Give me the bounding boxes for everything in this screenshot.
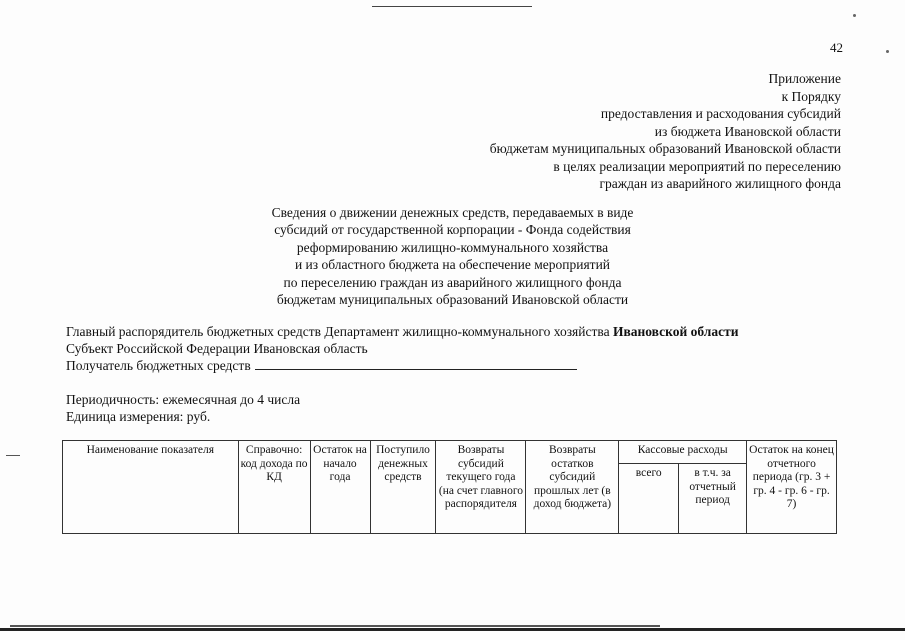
header-reference: Справочно: код дохода по КД <box>238 441 310 534</box>
header-cash-period: в т.ч. за отчетный период <box>679 464 747 534</box>
scan-edge <box>0 628 905 631</box>
title-line: бюджетам муниципальных образований Ивановской области <box>276 292 629 308</box>
margin-mark <box>6 455 20 456</box>
title-line: по переселению граждан из аварийного жилищного фонда <box>283 274 622 290</box>
header-cash-total: всего <box>619 464 679 534</box>
header-received: Поступило денежных средств <box>370 441 436 534</box>
appendix-line: бюджетам муниципальных образований Ивановской области <box>489 141 841 156</box>
report-table <box>62 440 837 534</box>
title-line: и из областного бюджета на обеспечение мероприятий <box>294 257 611 273</box>
header-returns-current: Возвраты субсидий текущего года (на счет главного распорядителя <box>436 441 526 534</box>
chief-manager-line <box>66 324 739 341</box>
info-block <box>66 324 739 375</box>
header-cash-expenses: Кассовые расходы <box>619 441 747 464</box>
title-line: субсидий от государственной корпорации - Фонда содействия <box>274 222 631 238</box>
scan-dot <box>886 50 889 53</box>
scan-edge <box>10 625 660 627</box>
document-title <box>0 204 905 308</box>
subject-line: Субъект Российской Федерации Ивановская область <box>66 340 368 356</box>
title-line: реформированию жилищно-коммунального хозяйства <box>296 239 609 255</box>
recipient-blank <box>255 357 577 370</box>
recipient-label: Получатель бюджетных средств <box>66 358 251 374</box>
top-rule <box>372 6 532 7</box>
page-number: 42 <box>830 40 843 55</box>
recipient-line <box>66 357 739 375</box>
header-balance-start: Остаток на начало года <box>310 441 370 534</box>
appendix-line: Приложение <box>768 71 841 86</box>
header-returns-previous: Возвраты остатков субсидий прошлых лет (в доход бюджета) <box>526 441 619 534</box>
header-name: Наименование показателя <box>63 441 239 534</box>
table-header-row <box>63 441 837 464</box>
unit-line: Единица измерения: руб. <box>66 408 211 424</box>
header-balance-end: Остаток на конец отчетного периода (гр. 3 + гр. 4 - гр. 6 - гр. 7) <box>747 441 837 534</box>
appendix-line: к Порядку <box>781 88 841 104</box>
title-line: Сведения о движении денежных средств, передаваемых в виде <box>271 205 634 220</box>
periodicity-line: Периодичность: ежемесячная до 4 числа <box>66 392 301 407</box>
appendix-line: граждан из аварийного жилищного фонда <box>599 176 841 191</box>
appendix-block <box>490 70 841 193</box>
appendix-line: предоставления и расходования субсидий <box>600 106 841 121</box>
appendix-line: из бюджета Ивановской области <box>654 123 841 139</box>
chief-manager-region: Ивановской области <box>612 324 739 339</box>
period-block <box>66 392 300 425</box>
scan-dot <box>853 14 856 17</box>
chief-manager-text: Главный распорядитель бюджетных средств Департамент жилищно-коммунального хозяйства <box>66 324 610 339</box>
appendix-line: в целях реализации мероприятий по переселению <box>553 158 841 174</box>
